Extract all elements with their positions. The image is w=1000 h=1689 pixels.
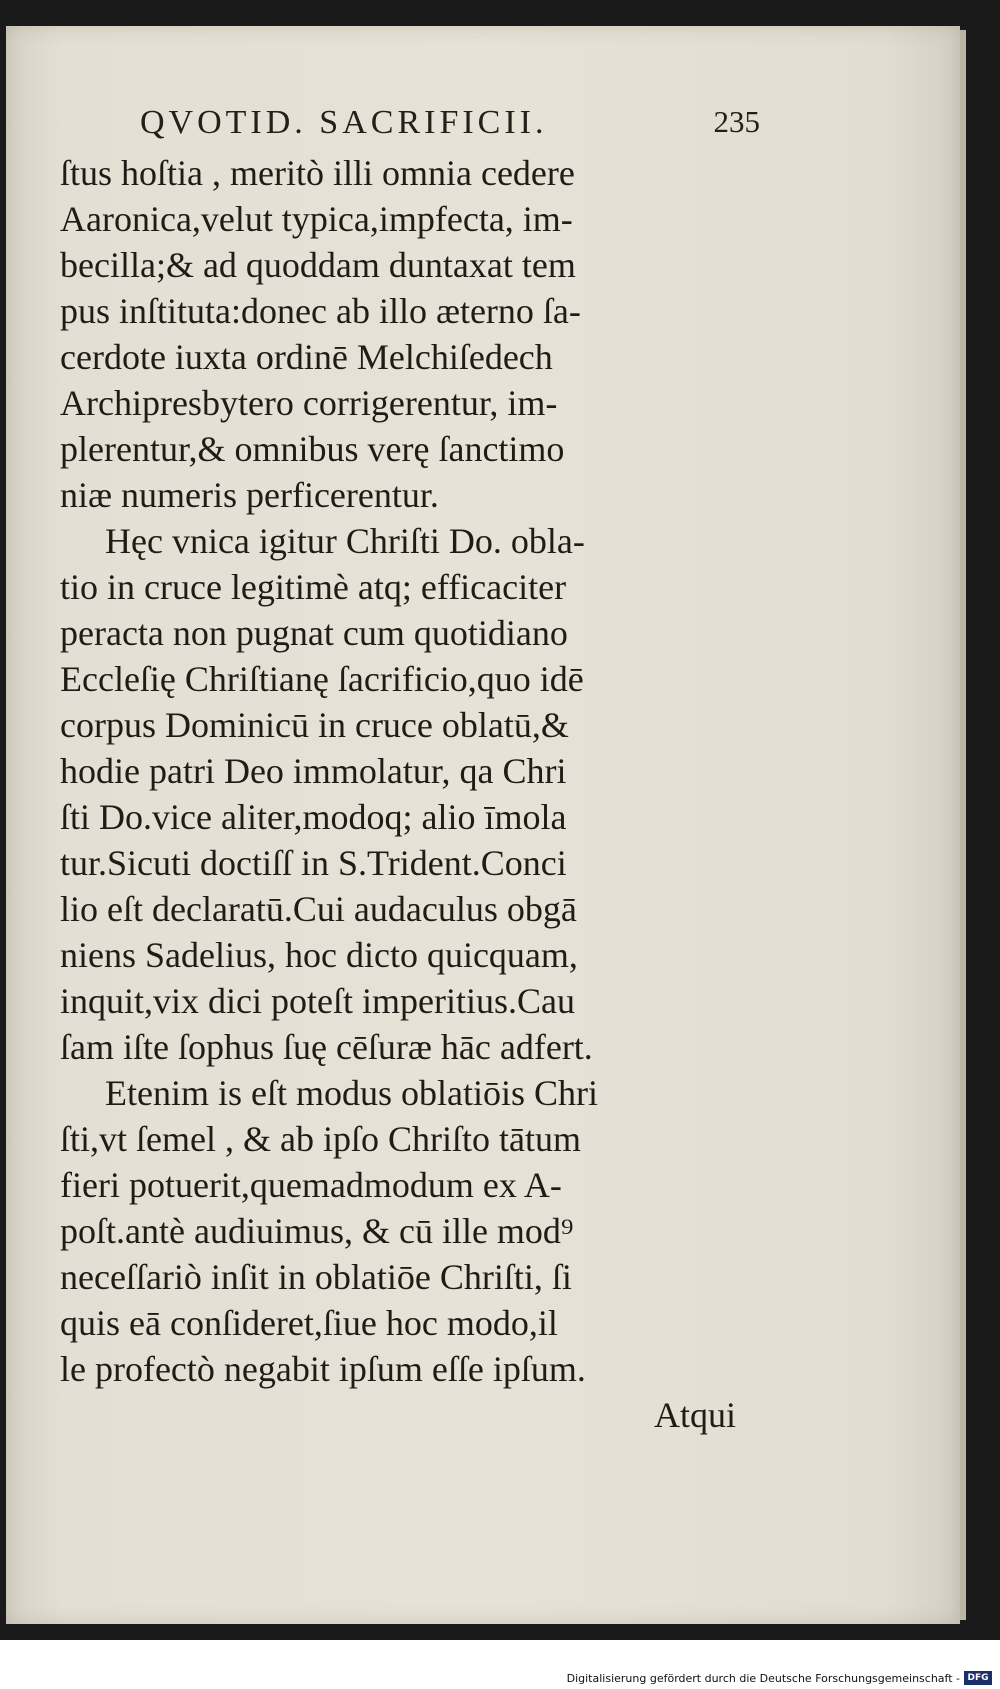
page-edge (960, 30, 966, 1620)
text-line: Hęc vnica igitur Chriſti Do. obla- (105, 521, 585, 561)
text-line: le profectò negabit ipſum eſſe ipſum. (60, 1349, 586, 1389)
text-line: inquit,vix dici poteſt imperitius.Cau (60, 981, 575, 1021)
running-title: QVOTID. SACRIFICII. (140, 104, 548, 141)
text-line: neceſſariò inſit in oblatiōe Chriſti, ſi (60, 1257, 572, 1297)
text-line: tur.Sicuti doctiſſ in S.Trident.Conci (60, 843, 567, 883)
catchword: Atqui (653, 1395, 736, 1435)
text-line: ſti Do.vice aliter,modoq; alio īmola (60, 797, 567, 837)
text-line: poſt.antè audiuimus, & cū ille mod⁹ (60, 1211, 574, 1251)
text-line: pus inſtituta:donec ab illo æterno ſa- (60, 291, 581, 331)
page-header (140, 104, 760, 144)
text-line: ſam iſte ſophus ſuę cēſuræ hāc adfert. (60, 1027, 593, 1067)
text-line: niens Sadelius, hoc dicto quicquam, (60, 935, 578, 975)
text-line: corpus Dominicū in cruce oblatū,& (60, 705, 569, 745)
dfg-logo: DFG (964, 1671, 992, 1685)
text-line: ſti,vt ſemel , & ab ipſo Chriſto tātum (60, 1119, 581, 1159)
text-line: Aaronica,velut typica,impfecta, im- (60, 199, 573, 239)
text-line: niæ numeris perficerentur. (60, 475, 439, 515)
digitization-credit: Digitalisierung gefördert durch die Deutsche Forschungsgemeinschaft - (566, 1672, 960, 1685)
text-line: cerdote iuxta ordinē Melchiſedech (60, 337, 553, 377)
text-line: peracta non pugnat cum quotidiano (60, 613, 568, 653)
text-line: Etenim is eſt modus oblatiōis Chri (105, 1073, 598, 1113)
digitization-credit-bar (0, 1668, 1000, 1689)
text-line: plerentur,& omnibus verę ſanctimo (60, 429, 565, 469)
text-line: lio eſt declaratū.Cui audaculus obgā (60, 889, 577, 929)
text-line: ſtus hoſtia , meritò illi omnia cedere (60, 153, 575, 193)
body-text (60, 150, 736, 1438)
text-line: fieri potuerit,quemadmodum ex A- (60, 1165, 562, 1205)
text-line: becilla;& ad quoddam duntaxat tem (60, 245, 576, 285)
text-line: tio in cruce legitimè atq; efficaciter (60, 567, 567, 607)
text-line: quis eā conſideret,ſiue hoc modo,il (60, 1303, 558, 1343)
text-line: Eccleſię Chriſtianę ſacrificio,quo idē (60, 659, 584, 699)
text-line: hodie patri Deo immolatur, qa Chri (60, 751, 567, 791)
text-line: Archipresbytero corrigerentur, im- (60, 383, 558, 423)
page-number: 235 (713, 104, 760, 139)
